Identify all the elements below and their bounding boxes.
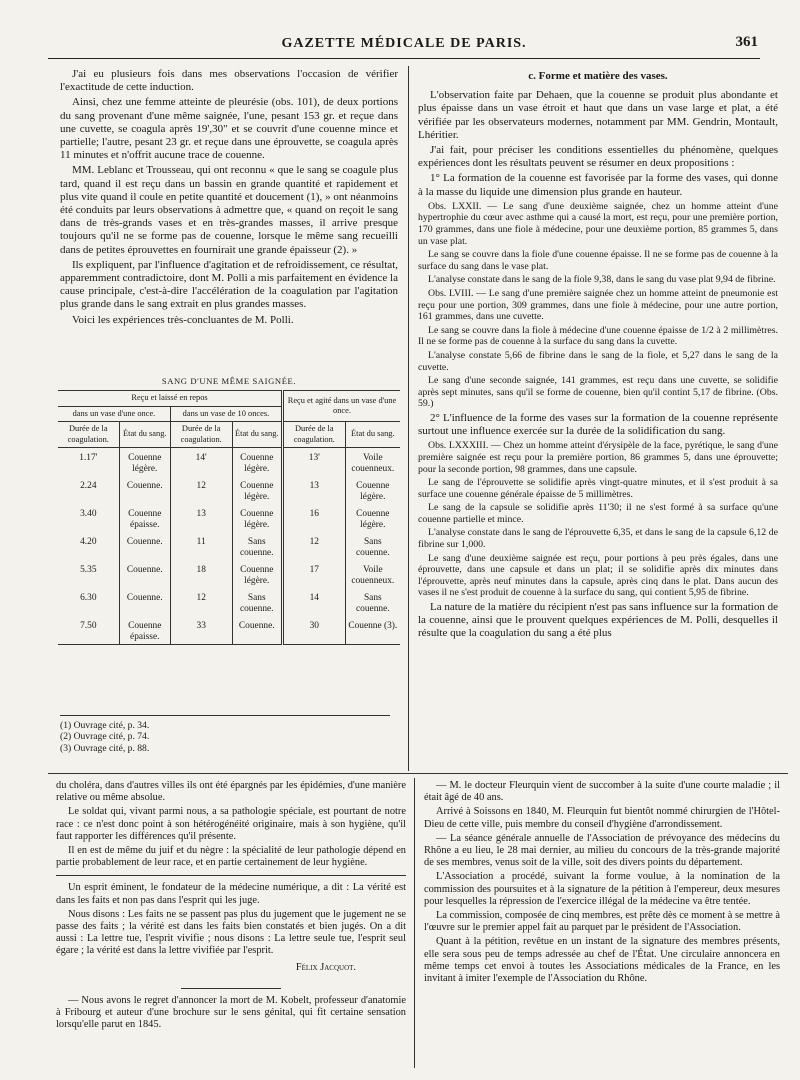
experiment-table-block (58, 376, 400, 645)
paragraph: J'ai eu plusieurs fois dans mes observations l'occasion de vérifier l'exactitude de cette induction. (60, 68, 398, 94)
bottom-column-divider (414, 778, 415, 1068)
table-cell: Couenne légère. (232, 560, 283, 588)
table-cell: Couenne légère. (345, 504, 400, 532)
table-cell: 12 (170, 476, 232, 504)
table-cell: Couenne. (232, 616, 283, 645)
table-cell: Couenne épaisse. (119, 616, 170, 645)
table-cell: Couenne légère. (345, 476, 400, 504)
obituary-notice: — Nous avons le regret d'annoncer la mort de M. Kobelt, professeur d'anatomie à Fribourg et auteur d'une brochure sur le sens génital, qui fit certaine sensation lorsqu'elle parut en 1845. (56, 994, 406, 1031)
observation-text: Le sang se couvre dans la fiole d'une couenne épaisse. Il ne se forme pas de couenne à la surface du sang dans le vase plat. (418, 249, 778, 272)
page-header (48, 22, 760, 59)
table-cell: 11 (170, 532, 232, 560)
table-cell: Couenne légère. (119, 448, 170, 477)
table-cell: 5.35 (80, 565, 97, 576)
feuilleton-divider (48, 773, 788, 774)
table-cell: Couenne légère. (232, 476, 283, 504)
paragraph: Ainsi, chez une femme atteinte de pleurésie (obs. 101), de deux portions du sang provenant d'une même saignée, l'une, pesant 153 gr. et reçue dans une cuvette, se coagula après 19',30" et se couvrit d'une couenne mince et partielle; l'autre, pesant 23 gr. et reçue dans une éprouvette, se coagula après 11 minutes et n'offrit aucune trace de couenne. (60, 96, 398, 162)
col-header-duree: Durée de la coagulation. (170, 422, 232, 448)
journal-title: GAZETTE MÉDICALE DE PARIS. (281, 36, 527, 51)
table-cell: Voile couenneux. (345, 560, 400, 588)
table-cell: 17 (283, 560, 346, 588)
observation-text: Obs. LXXXIII. — Chez un homme atteint d'érysipèle de la face, pyrétique, le sang d'une première saignée est reçu pour la première portion, 86 grammes 5, dans une éprouvette; pour la seconde portion, 98 grammes, dans une capsule. (418, 440, 778, 475)
table-row (58, 504, 400, 532)
table-cell: Sans couenne. (232, 588, 283, 616)
observation-text: L'analyse constate dans le sang de la fiole 9,38, dans le sang du vase plat 9,94 de fibrine. (428, 274, 776, 286)
table-row (58, 616, 400, 645)
paragraph: Voici les expériences très-concluantes de M. Polli. (72, 313, 294, 326)
bottom-right-column (424, 780, 780, 987)
author-signature: Félix Jacquot. (295, 961, 356, 973)
table-sub-dix: dans un vase de 10 onces. (170, 406, 282, 422)
observation-text: Obs. LXXII. — Le sang d'une deuxième saignée, chez un homme atteint d'une hypertrophie du cœur avec asthme qui a causé la mort, est reçu, pour une première portion, 170 grammes, dans une fiole à médecine, pour une deuxième portion, 85 grammes 5, dans un vase plat. (418, 200, 778, 247)
experiment-table (58, 390, 400, 645)
table-cell: Couenne. (119, 560, 170, 588)
table-cell: 16 (283, 504, 346, 532)
table-cell: 14 (283, 588, 346, 616)
paragraph: du choléra, dans d'autres villes ils ont été épargnés par les épidémies, d'une manière relative ou même absolue. (56, 780, 406, 804)
table-sub-once: dans un vase d'une once. (58, 406, 170, 422)
table-group-agite: Reçu et agité dans un vase d'une once. (283, 391, 401, 422)
table-cell: Sans couenne. (232, 532, 283, 560)
table-cell: 12 (170, 588, 232, 616)
table-cell: 30 (283, 616, 346, 645)
observation-text: Obs. LVIII. — Le sang d'une première saignée chez un homme atteint de pneumonie est reçu pour une portion, 309 grammes, dans une fiole à médecine, pour une autre portion, 161 grammes, dans une cuvette. (418, 287, 778, 323)
table-cell: 1.17' (79, 453, 98, 464)
col-header-duree: Durée de la coagulation. (58, 422, 119, 448)
table-cell: Couenne légère. (232, 448, 283, 477)
observation-text: Le sang d'une deuxième saignée est reçu, pour portions à peu près égales, dans une éprouvette, dans une capsule et dans un plat; il se solidifie après dix minutes dans l'éprouvette, après neuf minutes dans la capsule, après cinq dans le plat. Dans aucun des vases il ne s'est produit de couenne à la surface du sang, qui contient 5,95 de fibrine. (418, 552, 778, 599)
table-cell: 4.20 (80, 537, 97, 548)
observation-text: Le sang de l'éprouvette se solidifie après vingt-quatre minutes, et il s'est produit à sa surface une couenne générale épaisse de 5 millimètres. (418, 477, 778, 500)
table-row (58, 448, 400, 477)
observation-text: Le sang de la capsule se solidifie après 11'30; il ne s'est formé à sa surface qu'une couenne partielle et mince. (418, 502, 778, 525)
col-header-etat: État du sang. (232, 422, 283, 448)
table-row (58, 476, 400, 504)
col-header-duree: Durée de la coagulation. (283, 422, 346, 448)
footnotes (60, 720, 390, 754)
observation-block (418, 201, 778, 286)
observation-text: Le sang d'une seconde saignée, 141 grammes, est reçu dans une cuvette, se solidifie après sept minutes, sans qu'il se forme de couenne, bien qu'il contint 5,17 de fibrine. (Obs. 59.) (418, 375, 778, 410)
observation-text: L'analyse constate 5,66 de fibrine dans le sang de la fiole, et 5,27 dans le sang de la cuvette. (418, 349, 778, 373)
table-cell: Sans couenne. (345, 588, 400, 616)
table-cell: 18 (170, 560, 232, 588)
table-group-repos: Reçu et laissé en repos (58, 391, 283, 407)
footnote: (1) Ouvrage cité, p. 34. (60, 720, 150, 731)
paragraph: Le soldat qui, vivant parmi nous, a sa pathologie spéciale, est pourtant de notre race : ce n'est donc point à son hétérogénéité originaire, mais à son hygiène, qu'il faut rapporter les différences qu'il présente. (56, 806, 406, 842)
paragraph: MM. Leblanc et Trousseau, qui ont reconnu « que le sang se coagule plus tard, quand il est reçu dans un bassin en grande quantité et rapidement et plus vite quand il coule en petite quantité et doucement (1), » ont néanmoins été conduits par leurs observations à admettre que, « quand on reçoit le sang dans de très-grands vases et en très-grandes masses, il arrive presque toujours qu'il ne se forme pas de couenne, lorsque le même sang recueilli dans de petites éprouvettes en fournirait une grande épaisseur (2). » (60, 164, 398, 256)
quote-text: Un esprit éminent, le fondateur de la médecine numérique, a dit : La vérité est dans les faits et non pas dans l'esprit qui les juge. (56, 882, 406, 906)
paragraph: L'observation faite par Dehaen, que la couenne se produit plus abondante et plus épaisse dans un vase étroit et haut que dans un vase large et plat, a été vérifiée par les observateurs modernes, notamment par MM. Gendrin, Montault, Lhéritier. (418, 89, 778, 141)
table-cell: 13 (170, 504, 232, 532)
observation-block (418, 288, 778, 410)
table-cell: 33 (170, 616, 232, 645)
news-item: L'Association a procédé, suivant la forme voulue, à la nomination de la commission des poursuites et à la signature de la pétition à l'empereur, deux mesures pour lesquelles la répression de l'exercice illégal de la médecine va être tentée. (424, 871, 780, 907)
table-cell: 13 (283, 476, 346, 504)
table-cell: Couenne. (119, 532, 170, 560)
col-header-etat: État du sang. (345, 422, 400, 448)
table-cell: 14' (170, 448, 232, 477)
quote-block (56, 875, 406, 957)
column-divider (408, 66, 409, 771)
paragraph: Il en est de même du juif et du nègre : la spécialité de leur pathologie dépend en partie probablement de leur race, et en partie certainement de leur hygiène. (56, 845, 406, 869)
table-cell: 2.24 (80, 481, 97, 492)
news-item: La commission, composée de cinq membres, est prête dès ce moment à se mettre à l'œuvre sur le premier appel fait au parquet par le président de l'Association. (424, 910, 780, 934)
paragraph: J'ai fait, pour préciser les conditions essentielles du phénomène, quelques expériences dont les résultats peuvent se résumer en deux propositions : (418, 144, 778, 170)
news-item: — M. le docteur Fleurquin vient de succomber à la suite d'une courte maladie ; il était âgé de 40 ans. (424, 780, 780, 804)
observation-text: L'analyse constate dans le sang de l'éprouvette 6,35, et dans le sang de la capsule 6,12 de fibrine sur 1,000. (418, 527, 778, 551)
bottom-left-column (56, 780, 406, 1033)
table-cell: Couenne. (119, 476, 170, 504)
footnote-divider (60, 715, 390, 716)
table-cell: 3.40 (80, 509, 97, 520)
footnote: (3) Ouvrage cité, p. 88. (60, 742, 150, 754)
table-title: SANG D'UNE MÊME SAIGNÉE. (161, 376, 297, 386)
table-row (58, 532, 400, 560)
separator (181, 988, 281, 989)
table-cell: Couenne (3). (345, 616, 400, 645)
left-column (60, 68, 398, 329)
footnote: (2) Ouvrage cité, p. 74. (60, 731, 150, 743)
page-number: 361 (735, 34, 758, 50)
table-row (58, 560, 400, 588)
table-cell: Couenne. (119, 588, 170, 616)
news-item: Quant à la pétition, revêtue en un instant de la signature des membres présents, elle sera sous peu de temps adressée au chef de l'État. Une circulaire annoncera en même temps cet envoi à toutes les Associations médicales de la France, en les invitant à imiter l'exemple de l'Association du Rhône. (424, 936, 780, 985)
paragraph: 1° La formation de la couenne est favorisée par la forme des vases, qui donne à la masse du liquide une dimension plus grande en hauteur. (418, 172, 778, 198)
right-column (418, 68, 778, 643)
table-row (58, 588, 400, 616)
section-title: c. Forme et matière des vases. (528, 70, 668, 82)
table-cell: 7.50 (58, 616, 119, 645)
table-cell: 6.30 (80, 593, 97, 604)
table-cell: 12 (283, 532, 346, 560)
paragraph: 2° L'influence de la forme des vases sur la formation de la couenne représente surtout une influence exercée sur la durée de la solidification du sang. (418, 411, 778, 438)
table-cell: Sans couenne. (345, 532, 400, 560)
table-cell: Couenne épaisse. (119, 504, 170, 532)
paragraph: Ils expliquent, par l'influence d'agitation et de refroidissement, ce résultat, apparemment contradictoire, dont M. Polli a mis parfaitement en évidence la cause principale, c'est-à-dire l'accélération de la coagulation par l'agitation plus grande dans le sang extrait en plus grandes masses. (60, 258, 398, 311)
table-cell: Voile couenneux. (345, 448, 400, 477)
table-cell: Couenne légère. (232, 504, 283, 532)
table-cell: 13' (283, 448, 346, 477)
quote-text: Nous disons : Les faits ne se passent pas plus du jugement que le jugement ne se passe des faits ; la vérité est dans les faits bien constatés et bien jugés. On a dit aussi : La lettre tue, l'esprit vivifie ; nous disons : La lettre seule tue, l'esprit seul égare ; la vérité est dans la lettre vivifiée par l'esprit. (56, 908, 406, 957)
news-item: Arrivé à Soissons en 1840, M. Fleurquin fut bientôt nommé chirurgien de l'Hôtel-Dieu de cette ville, puis membre du conseil d'hygiène d'arrondissement. (424, 806, 780, 830)
col-header-etat: État du sang. (119, 422, 170, 448)
paragraph: La nature de la matière du récipient n'est pas sans influence sur la formation de la couenne, ainsi que le prouvent quelques expériences de M. Polli, desquelles il résulte que la coagulation du sang a été plus (418, 601, 778, 640)
observation-block (418, 440, 778, 599)
news-item: — La séance générale annuelle de l'Association de prévoyance des médecins du Rhône a eu lieu, le 28 mai dernier, au milieu du concours de la très-grande majorité de ses membres, venus soit de la ville, soit des divers points du département. (424, 832, 780, 869)
observation-text: Le sang se couvre dans la fiole à médecine d'une couenne épaisse de 1/2 à 2 millimètres. Il ne se forme pas de couenne à la surface du sang dans la cuvette. (418, 324, 778, 348)
